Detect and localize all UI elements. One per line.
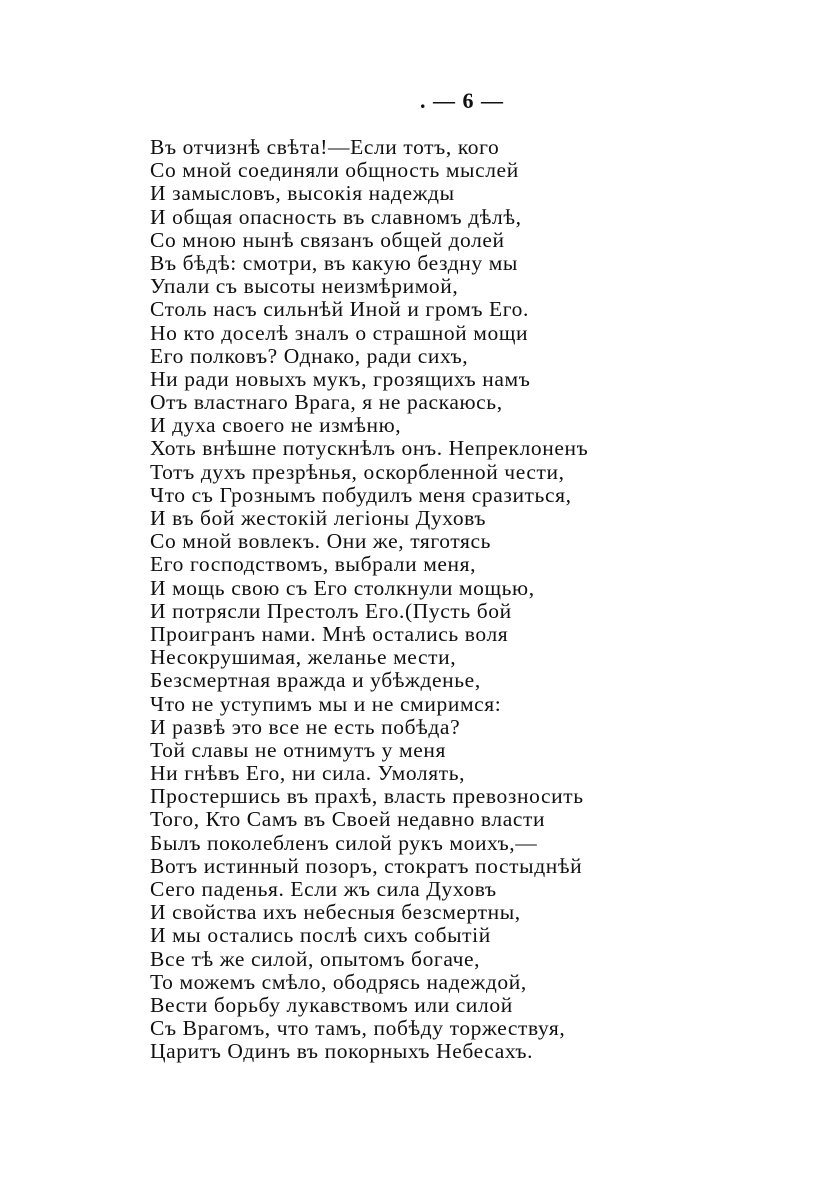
poem-line: Хоть внѣшне потускнѣлъ онъ. Непреклоненъ [150, 436, 589, 461]
poem-line: Той славы не отнимутъ у меня [150, 737, 446, 762]
poem-line: Съ Врагомъ, что тамъ, побѣду торжествуя, [150, 1016, 566, 1041]
poem-line: Ни гнѣвъ Его, ни сила. Умолять, [150, 761, 466, 786]
poem-line: И мощь свою съ Его столкнули мощью, [150, 575, 535, 600]
poem-line: Отъ властнаго Врага, я не раскаюсь, [150, 390, 503, 415]
poem-line: И мы остались послѣ сихъ событій [150, 923, 491, 948]
poem-line: Того, Кто Самъ въ Своей недавно власти [150, 807, 546, 832]
poem-line: Былъ поколебленъ силой рукъ моихъ,— [150, 830, 538, 855]
poem-line: Столь насъ сильнѣй Иной и громъ Его. [150, 297, 529, 322]
poem-line: И свойства ихъ небесныя безсмертны, [150, 900, 521, 925]
poem-line: Безсмертная вражда и убѣжденье, [150, 668, 481, 693]
poem-line: Тотъ духъ презрѣнья, оскорбленной чести, [150, 459, 565, 484]
poem-line: И потрясли Престолъ Его.(Пусть бой [150, 598, 512, 623]
poem-line: Но кто доселѣ зналъ о страшной мощи [150, 320, 529, 345]
poem-line: Со мной вовлекъ. Они же, тяготясь [150, 529, 492, 554]
poem-line: И духа своего не измѣню, [150, 413, 402, 438]
poem-line: Въ бѣдѣ: смотри, въ какую бездну мы [150, 250, 518, 275]
poem-line: Несокрушимая, желанье мести, [150, 645, 457, 670]
poem-line: И въ бой жестокій легіоны Духовъ [150, 506, 487, 530]
poem-line: Что не уступимъ мы и не смиримся: [150, 691, 502, 716]
poem-line: Простершись въ прахѣ, власть превозносить [150, 784, 584, 809]
poem-line: Со мною нынѣ связанъ общей долей [150, 227, 505, 252]
page-number: . — 6 — [420, 88, 504, 113]
poem-line: И общая опасность въ славномъ дѣлѣ, [150, 204, 522, 229]
poem-line: Проигранъ нами. Мнѣ остались воля [150, 621, 509, 646]
poem-line: Въ отчизнѣ свѣта!—Если тотъ, кого [150, 135, 500, 159]
poem-line: Царитъ Одинъ въ покорныхъ Небесахъ. [150, 1039, 534, 1064]
poem-line: Вести борьбу лукавствомъ или силой [150, 992, 513, 1017]
poem-line: То можемъ смѣло, ободрясь надеждой, [150, 969, 527, 994]
poem-line: Его господствомъ, выбрали меня, [150, 552, 477, 577]
poem-line: Его полковъ? Однако, ради сихъ, [150, 343, 469, 368]
poem-line: Со мной соединяли общность мыслей [150, 158, 519, 183]
poem-line: Ни ради новыхъ мукъ, грозящихъ намъ [150, 366, 531, 391]
poem-line: Вотъ истинный позоръ, стократъ постыднѣй [150, 853, 583, 878]
poem-verse [150, 136, 770, 1064]
poem-line: Все тѣ же силой, опытомъ богаче, [150, 946, 481, 971]
poem-line: Упали съ высоты неизмѣримой, [150, 274, 459, 299]
poem-line: Что съ Грознымъ побудилъ меня сразиться, [150, 482, 572, 507]
poem-line: И развѣ это все не есть побѣда? [150, 714, 461, 739]
poem-line: Сего паденья. Если жъ сила Духовъ [150, 877, 497, 901]
poem-line: И замысловъ, высокія надежды [150, 181, 455, 206]
